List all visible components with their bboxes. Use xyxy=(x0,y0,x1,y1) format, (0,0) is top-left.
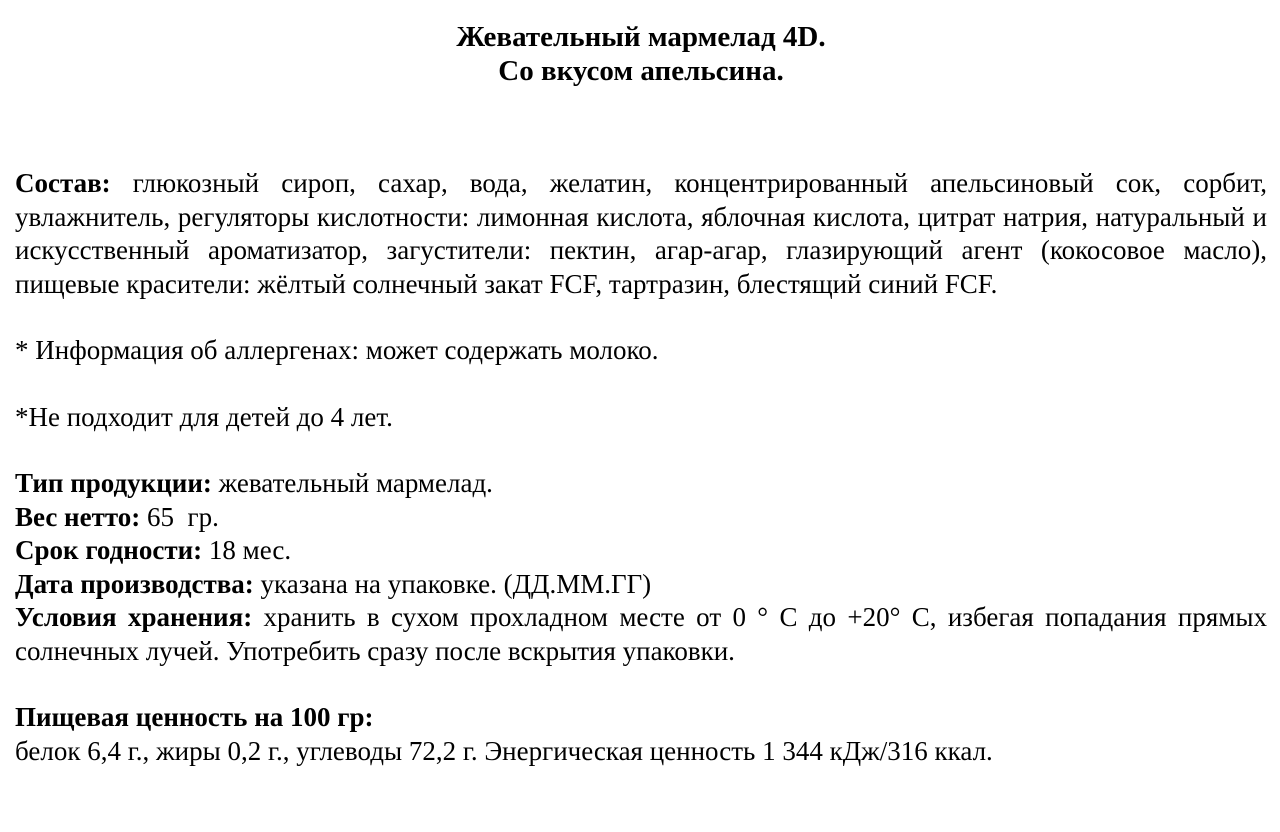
production-date-label: Дата производства: xyxy=(15,568,254,599)
shelf-life-value: 18 мес. xyxy=(202,535,292,565)
production-date-value: указана на упаковке. (ДД.ММ.ГГ) xyxy=(253,568,652,599)
document-title xyxy=(15,20,1267,88)
net-weight-row xyxy=(15,501,1267,535)
composition-label: Состав: xyxy=(15,168,111,198)
shelf-life-row xyxy=(15,534,1267,568)
nutrition-label: Пищевая ценность на 100 гр: xyxy=(15,702,374,732)
storage-label: Условия хранения: xyxy=(15,602,253,632)
product-type-value: жевательный мармелад. xyxy=(211,468,493,498)
product-details xyxy=(15,467,1267,668)
allergen-note: * Информация об аллергенах: может содержать молоко. xyxy=(15,335,659,365)
composition-paragraph xyxy=(15,167,1267,301)
composition-text: глюкозный сироп, сахар, вода, желатин, концентрированный апельсиновый сок, сорбит, увлажнитель, регуляторы кислотности: лимонная кислота, яблочная кислота, цитрат натрия, натуральный и искусственный ароматизатор, загустители: пектин, агар-агар, глазирующий агент (кокосовое масло), пищевые красители: жёлтый солнечный закат FCF, тартразин, блестящий синий FCF. xyxy=(15,168,1267,299)
nutrition-values: белок 6,4 г., жиры 0,2 г., углеводы 72,2 г. Энергическая ценность 1 344 кДж/316 ккал. xyxy=(15,735,993,766)
production-date-row xyxy=(15,568,1267,602)
title-line-flavor: Со вкусом апельсина. xyxy=(498,55,784,87)
storage-row xyxy=(15,601,1267,668)
product-type-row xyxy=(15,467,1267,501)
shelf-life-label: Срок годности: xyxy=(15,535,203,565)
children-age-note: *Не подходит для детей до 4 лет. xyxy=(15,401,393,432)
product-type-label: Тип продукции: xyxy=(15,468,212,498)
title-line-product: Жевательный мармелад 4D. xyxy=(456,21,826,53)
net-weight-value: 65 гр. xyxy=(140,501,219,532)
product-label-document xyxy=(15,20,1267,768)
nutrition-section xyxy=(15,701,1267,768)
net-weight-label: Вес нетто: xyxy=(15,501,141,532)
storage-value: хранить в сухом прохладном месте от 0 ° С до +20° C, избегая попадания прямых солнечных лучей. Употребить сразу после вскрытия упаковки. xyxy=(15,602,1267,666)
